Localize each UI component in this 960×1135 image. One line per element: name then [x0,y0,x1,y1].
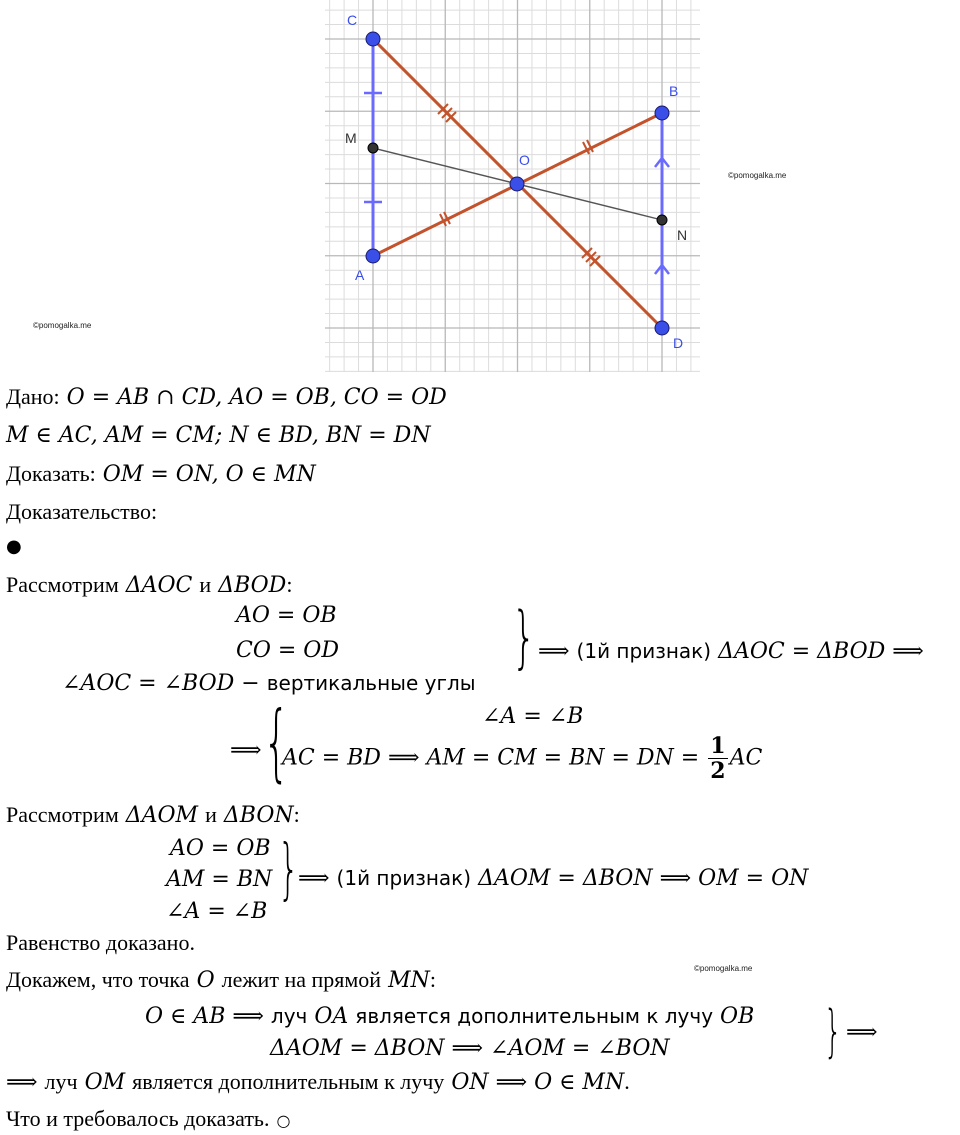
sys2-row-2-tail: AC [729,745,763,771]
sys2-row-2 [282,735,762,782]
given-math-1: O = AB ∩ CD, AO = OB, CO = OD [66,385,447,410]
sys3-row-1: AO = OB [170,836,271,861]
sys4-row-1-ob: OB [720,1004,755,1029]
sys1-row-3-math: ∠AOC = ∠BOD − [62,671,260,696]
point-m [368,143,378,153]
sys4-arrow: ⟹ [846,1020,878,1045]
consider-line-2 [6,804,300,827]
prove-colon: : [89,461,96,486]
point-b [655,106,669,120]
fraction-numerator: 1 [710,733,726,759]
label-d: D [673,335,684,351]
consider-2-triangle-1: ΔAOM [125,803,199,828]
label-a: A [355,267,365,283]
point-d [655,321,669,335]
final-dot: . [624,1069,630,1094]
point-c [366,32,380,46]
equality-proved-text: Равенство доказано. [6,930,195,955]
qed-text: Что и требовалось доказать. [6,1106,270,1131]
final-line [6,1071,630,1094]
point-o [510,177,524,191]
prove-point-text-2: лежит на прямой [221,967,382,992]
given-line-2 [6,425,431,447]
point-n [657,215,667,225]
sys1-arrow-2: ⟹ [892,639,924,664]
label-b: B [669,83,679,99]
prove-label: Доказать [6,461,90,486]
sys3-row-3: ∠A = ∠B [166,899,268,924]
sys4-row-1-ray: луч [270,1004,308,1028]
sys4-row-1-math: O ∈ AB ⟹ [145,1004,264,1029]
sys2-row-2-math: AC = BD ⟹ AM = CM = BN = DN = [282,745,700,771]
point-a [366,249,380,263]
prove-line [6,463,316,486]
consider-1-colon: : [286,572,293,597]
qed-line [6,1108,290,1131]
prove-point-o: O [196,968,215,993]
prove-statement: OM = ON, O ∈ MN [102,462,316,487]
given-math-2: M ∈ AC, AM = CM; N ∈ BD, BN = DN [6,423,431,448]
final-on: ON ⟹ O ∈ MN [451,1070,625,1095]
given-label: Дано: [6,384,60,409]
equality-proved [6,932,195,955]
geometry-figure [325,0,700,372]
consider-1-triangle-1: ΔAOC [125,573,193,598]
consider-1-triangle-2: ΔBOD [218,573,287,598]
consider-2-triangle-2: ΔBON [223,803,294,828]
sys2-row-1: ∠A = ∠B [482,704,584,729]
consider-1-word: Рассмотрим [6,572,119,597]
sys3-row-2: AM = BN [166,867,273,892]
sys1-conclusion [538,641,924,663]
sys1-row-3-text: вертикальные углы [266,671,476,695]
label-m: M [345,130,357,146]
prove-point-colon: : [429,967,436,992]
fraction-denominator: 2 [710,758,726,784]
sys3-result: ΔAOM = ΔBON ⟹ OM = ON [478,866,809,891]
prove-point-mn: MN [388,968,430,993]
sys1-right-brace: } [512,598,536,677]
sys4-row-2: ΔAOM = ΔBON ⟹ ∠AOM = ∠BON [270,1036,670,1061]
sys4-row-1-oa: OA [314,1004,349,1029]
sys1-result: ΔAOC = ΔBOD [718,639,886,664]
consider-1-and: и [199,572,212,597]
bullet [6,538,22,556]
consider-line-1 [6,574,292,597]
watermark-figure-left: ©pomogalka.me [33,321,92,330]
sys1-row-2: CO = OD [236,638,339,663]
final-ray: луч [44,1069,78,1094]
bullet-mark: ● [6,536,22,557]
given-line-1 [6,386,447,409]
sys3-sign: (1й признак) [336,866,472,890]
proof-label [6,501,157,524]
sys4-row-1-text: является дополнительным к лучу [355,1004,714,1028]
sys2-arrow: ⟹ [230,738,262,763]
qed-mark: ○ [276,1111,291,1130]
prove-point-line [6,969,436,992]
watermark-figure-right: ©pomogalka.me [728,171,787,180]
sys1-row-3 [62,673,476,695]
sys1-sign: (1й признак) [576,639,712,663]
fraction-one-half [708,735,727,782]
watermark-text: ©pomogalka.me [694,964,753,973]
prove-point-text-1: Докажем, что точка [6,967,190,992]
final-text: является дополнительным к лучу [132,1069,445,1094]
sys3-right-brace: } [278,830,299,907]
final-om: OM [84,1070,126,1095]
label-n: N [677,227,688,243]
sys4-right-brace: } [824,999,842,1064]
sys3-conclusion [298,868,808,890]
consider-2-colon: : [293,802,300,827]
consider-2-word: Рассмотрим [6,802,119,827]
sys3-arrow: ⟹ [298,866,330,891]
label-c: C [347,12,358,28]
consider-2-and: и [205,802,217,827]
sys2-left-brace: { [263,693,290,791]
label-o: O [519,152,530,168]
final-arrow: ⟹ [6,1070,38,1095]
proof-label-text: Доказательство: [6,499,158,524]
sys1-arrow: ⟹ [538,639,570,664]
sys4-row-1 [145,1006,754,1028]
sys1-row-1: AO = OB [236,603,337,628]
